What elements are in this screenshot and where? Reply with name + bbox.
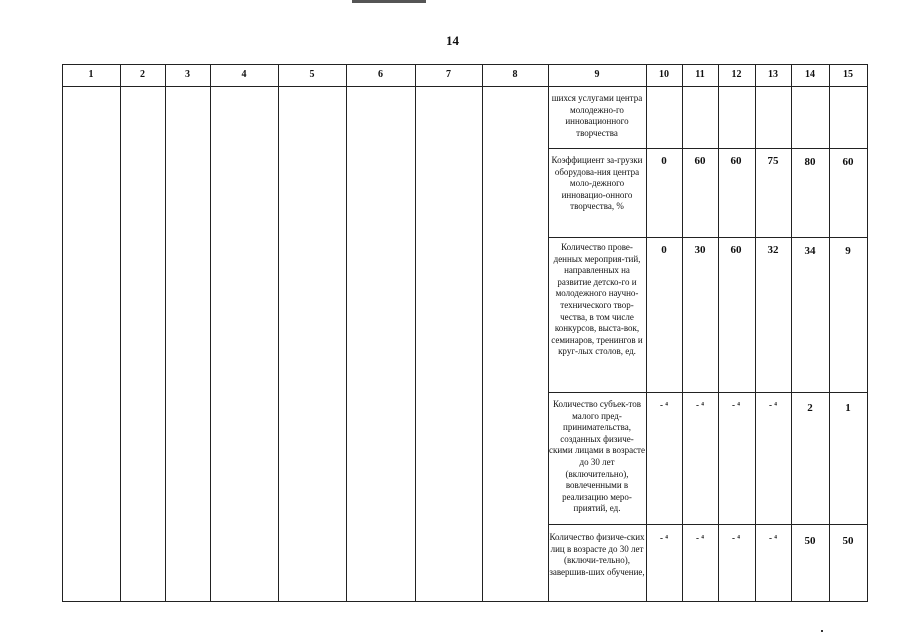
col-rule [210, 64, 211, 602]
indicator-value: 1 [845, 402, 851, 414]
col-rule [62, 64, 63, 602]
column-header: 4 [241, 69, 247, 80]
indicator-value: 50 [804, 535, 816, 547]
indicator-value: 60 [694, 155, 706, 167]
indicator-value: 60 [842, 156, 854, 168]
table-bottom-border [62, 601, 868, 602]
column-header: 10 [659, 69, 669, 80]
column-header: 12 [731, 69, 742, 80]
row-rule [548, 237, 868, 238]
column-header: 14 [805, 69, 815, 80]
indicator-description: Количество прове-денных мероприя-тий, направленных на развитие детско-го и молодежного научно-технического твор-чества, в том числе конкурсов, выста-вок, семинаров, тренингов и круг-лых столов, ед. [551, 242, 643, 357]
indicator-value: 80 [804, 156, 816, 168]
indicator-value: 34 [804, 245, 816, 257]
column-header: 5 [309, 69, 315, 80]
col-rule [482, 64, 483, 602]
col-rule [755, 64, 756, 602]
column-header: 1 [88, 69, 94, 80]
indicator-description: шихся услугами центра молодежно-го инновационного творчества [551, 93, 643, 138]
indicator-value: 30 [694, 244, 706, 256]
col-rule [718, 64, 719, 602]
indicator-value: 9 [845, 245, 851, 257]
indicator-value: 0 [661, 155, 667, 167]
col-rule [165, 64, 166, 602]
col-rule [346, 64, 347, 602]
col-rule [682, 64, 683, 602]
indicator-value: 50 [842, 535, 854, 547]
row-rule [548, 524, 868, 525]
data-table [62, 64, 868, 602]
indicator-description: Количество физиче-ских лиц в возрасте до 30 лет (включи-тельно), завершив-ших обучение, [549, 532, 645, 577]
indicator-description: Количество субъек-тов малого пред-принимательства, созданных физиче-скими лицами в возрасте до 30 лет (включительно), вовлеченными в реализацию меро-приятий, ед. [549, 399, 645, 514]
indicator-value: - ⁴ [769, 400, 777, 410]
indicator-value: 60 [730, 155, 742, 167]
column-header: 3 [185, 69, 190, 80]
indicator-value: 0 [661, 244, 667, 256]
indicator-value: - ⁴ [769, 533, 777, 543]
page-number: 14 [446, 33, 459, 48]
column-header: 11 [695, 69, 705, 80]
indicator-value: - ⁴ [696, 533, 704, 543]
indicator-value: 60 [730, 244, 742, 256]
indicator-value: - ⁴ [732, 533, 740, 543]
col-rule [278, 64, 279, 602]
scan-artifact [352, 0, 426, 3]
row-rule [548, 392, 868, 393]
col-rule [791, 64, 792, 602]
header-bottom-rule [62, 86, 868, 87]
column-header: 9 [594, 69, 600, 80]
indicator-value: - ⁴ [660, 400, 668, 410]
indicator-value: - ⁴ [732, 400, 740, 410]
column-header: 13 [768, 69, 778, 80]
column-header: 2 [140, 69, 145, 80]
column-header: 6 [378, 69, 383, 80]
column-header: 15 [843, 69, 853, 80]
scan-speck [821, 630, 823, 632]
column-header: 7 [446, 69, 451, 80]
col-rule [829, 64, 830, 602]
column-header: 8 [512, 69, 518, 80]
indicator-value: 2 [807, 402, 813, 414]
col-rule [120, 64, 121, 602]
col-rule [415, 64, 416, 602]
indicator-value: - ⁴ [696, 400, 704, 410]
row-rule [548, 148, 868, 149]
col-rule [867, 64, 868, 602]
indicator-description: Коэффициент за-грузки оборудова-ния центра моло-дежного инновацио-онного творчества, % [551, 155, 643, 212]
col-rule [646, 64, 647, 602]
indicator-value: 32 [767, 244, 779, 256]
indicator-value: 75 [767, 155, 779, 167]
indicator-value: - ⁴ [660, 533, 668, 543]
